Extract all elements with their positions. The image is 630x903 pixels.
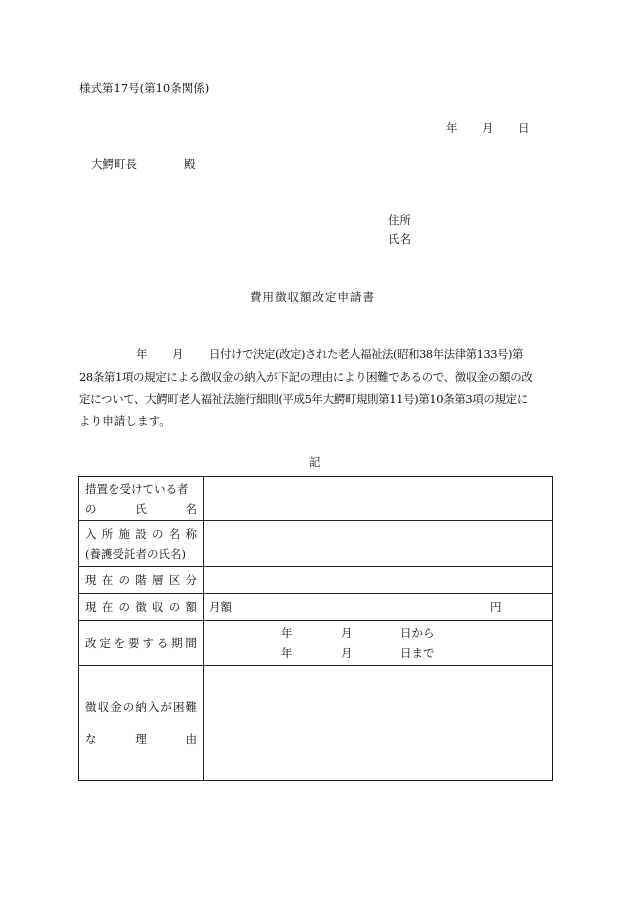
body-date-month: 月 — [172, 347, 184, 361]
field-revision-period[interactable] — [204, 621, 553, 666]
label-current-amount: 現 在 の 徴 収 の 額 — [79, 594, 204, 621]
row-current-amount — [79, 594, 553, 621]
body-line-2: 28条第1項の規定による徴収金の納入が下記の理由により困難であるので、徴収金の額の改 — [79, 370, 533, 384]
label-facility-name — [79, 521, 204, 567]
monthly-label: 月額 — [209, 600, 232, 614]
period-from: 年 月 日から — [281, 626, 435, 640]
addressee-name: 大鰐町長 — [91, 157, 137, 171]
label-facility-line1: 入 所 施 設 の 名 称 — [85, 526, 197, 541]
label-facility-line2: (養護受託者の氏名) — [85, 546, 186, 561]
label-current-tier: 現 在 の 階 層 区 分 — [79, 567, 204, 594]
field-hardship-reason[interactable] — [204, 666, 553, 781]
applicant-address-label: 住所 — [388, 213, 411, 227]
period-to: 年 月 日まで — [281, 646, 435, 660]
body-date-year: 年 — [136, 347, 148, 361]
body-line-3: 定について、大鰐町老人福祉法施行細則(平成5年大鰐町規則第11号)第10条第3項の規定に — [79, 392, 528, 406]
date-year-label: 年 — [446, 121, 458, 135]
addressee-honorific: 殿 — [184, 157, 196, 171]
row-revision-period — [79, 621, 553, 666]
row-facility-name — [79, 521, 553, 567]
yen-unit: 円 — [490, 600, 502, 614]
label-recipient-line2: の 氏 名 — [85, 501, 197, 516]
field-current-tier[interactable] — [204, 567, 553, 594]
label-hardship-line1: 徴 収 金 の 納 入 が 困 難 — [85, 700, 197, 714]
application-form-table — [78, 476, 553, 781]
label-hardship-reason — [79, 666, 204, 781]
ki-heading: 記 — [309, 455, 321, 469]
date-day-label: 日 — [518, 121, 530, 135]
row-recipient-name — [79, 477, 553, 521]
field-current-amount[interactable] — [204, 594, 553, 621]
date-month-label: 月 — [482, 121, 494, 135]
row-hardship-reason — [79, 666, 553, 781]
body-line-4: より申請します。 — [79, 414, 171, 428]
label-revision-period: 改 定 を 要 す る 期 間 — [79, 621, 204, 666]
body-line-1-text: 日付けで決定(改定)された老人福祉法(昭和38年法律第133号)第 — [209, 347, 524, 361]
row-current-tier — [79, 567, 553, 594]
label-recipient-name — [79, 477, 204, 521]
form-number: 様式第17号(第10条関係) — [79, 81, 210, 95]
label-hardship-line2: な 理 由 — [85, 732, 197, 746]
document-title: 費用徴収額改定申請書 — [250, 290, 375, 304]
applicant-name-label: 氏名 — [388, 232, 411, 246]
label-recipient-line1: 措置を受けている者 — [85, 481, 189, 496]
field-recipient-name[interactable] — [204, 477, 553, 521]
body-line-1 — [79, 346, 551, 362]
field-facility-name[interactable] — [204, 521, 553, 567]
